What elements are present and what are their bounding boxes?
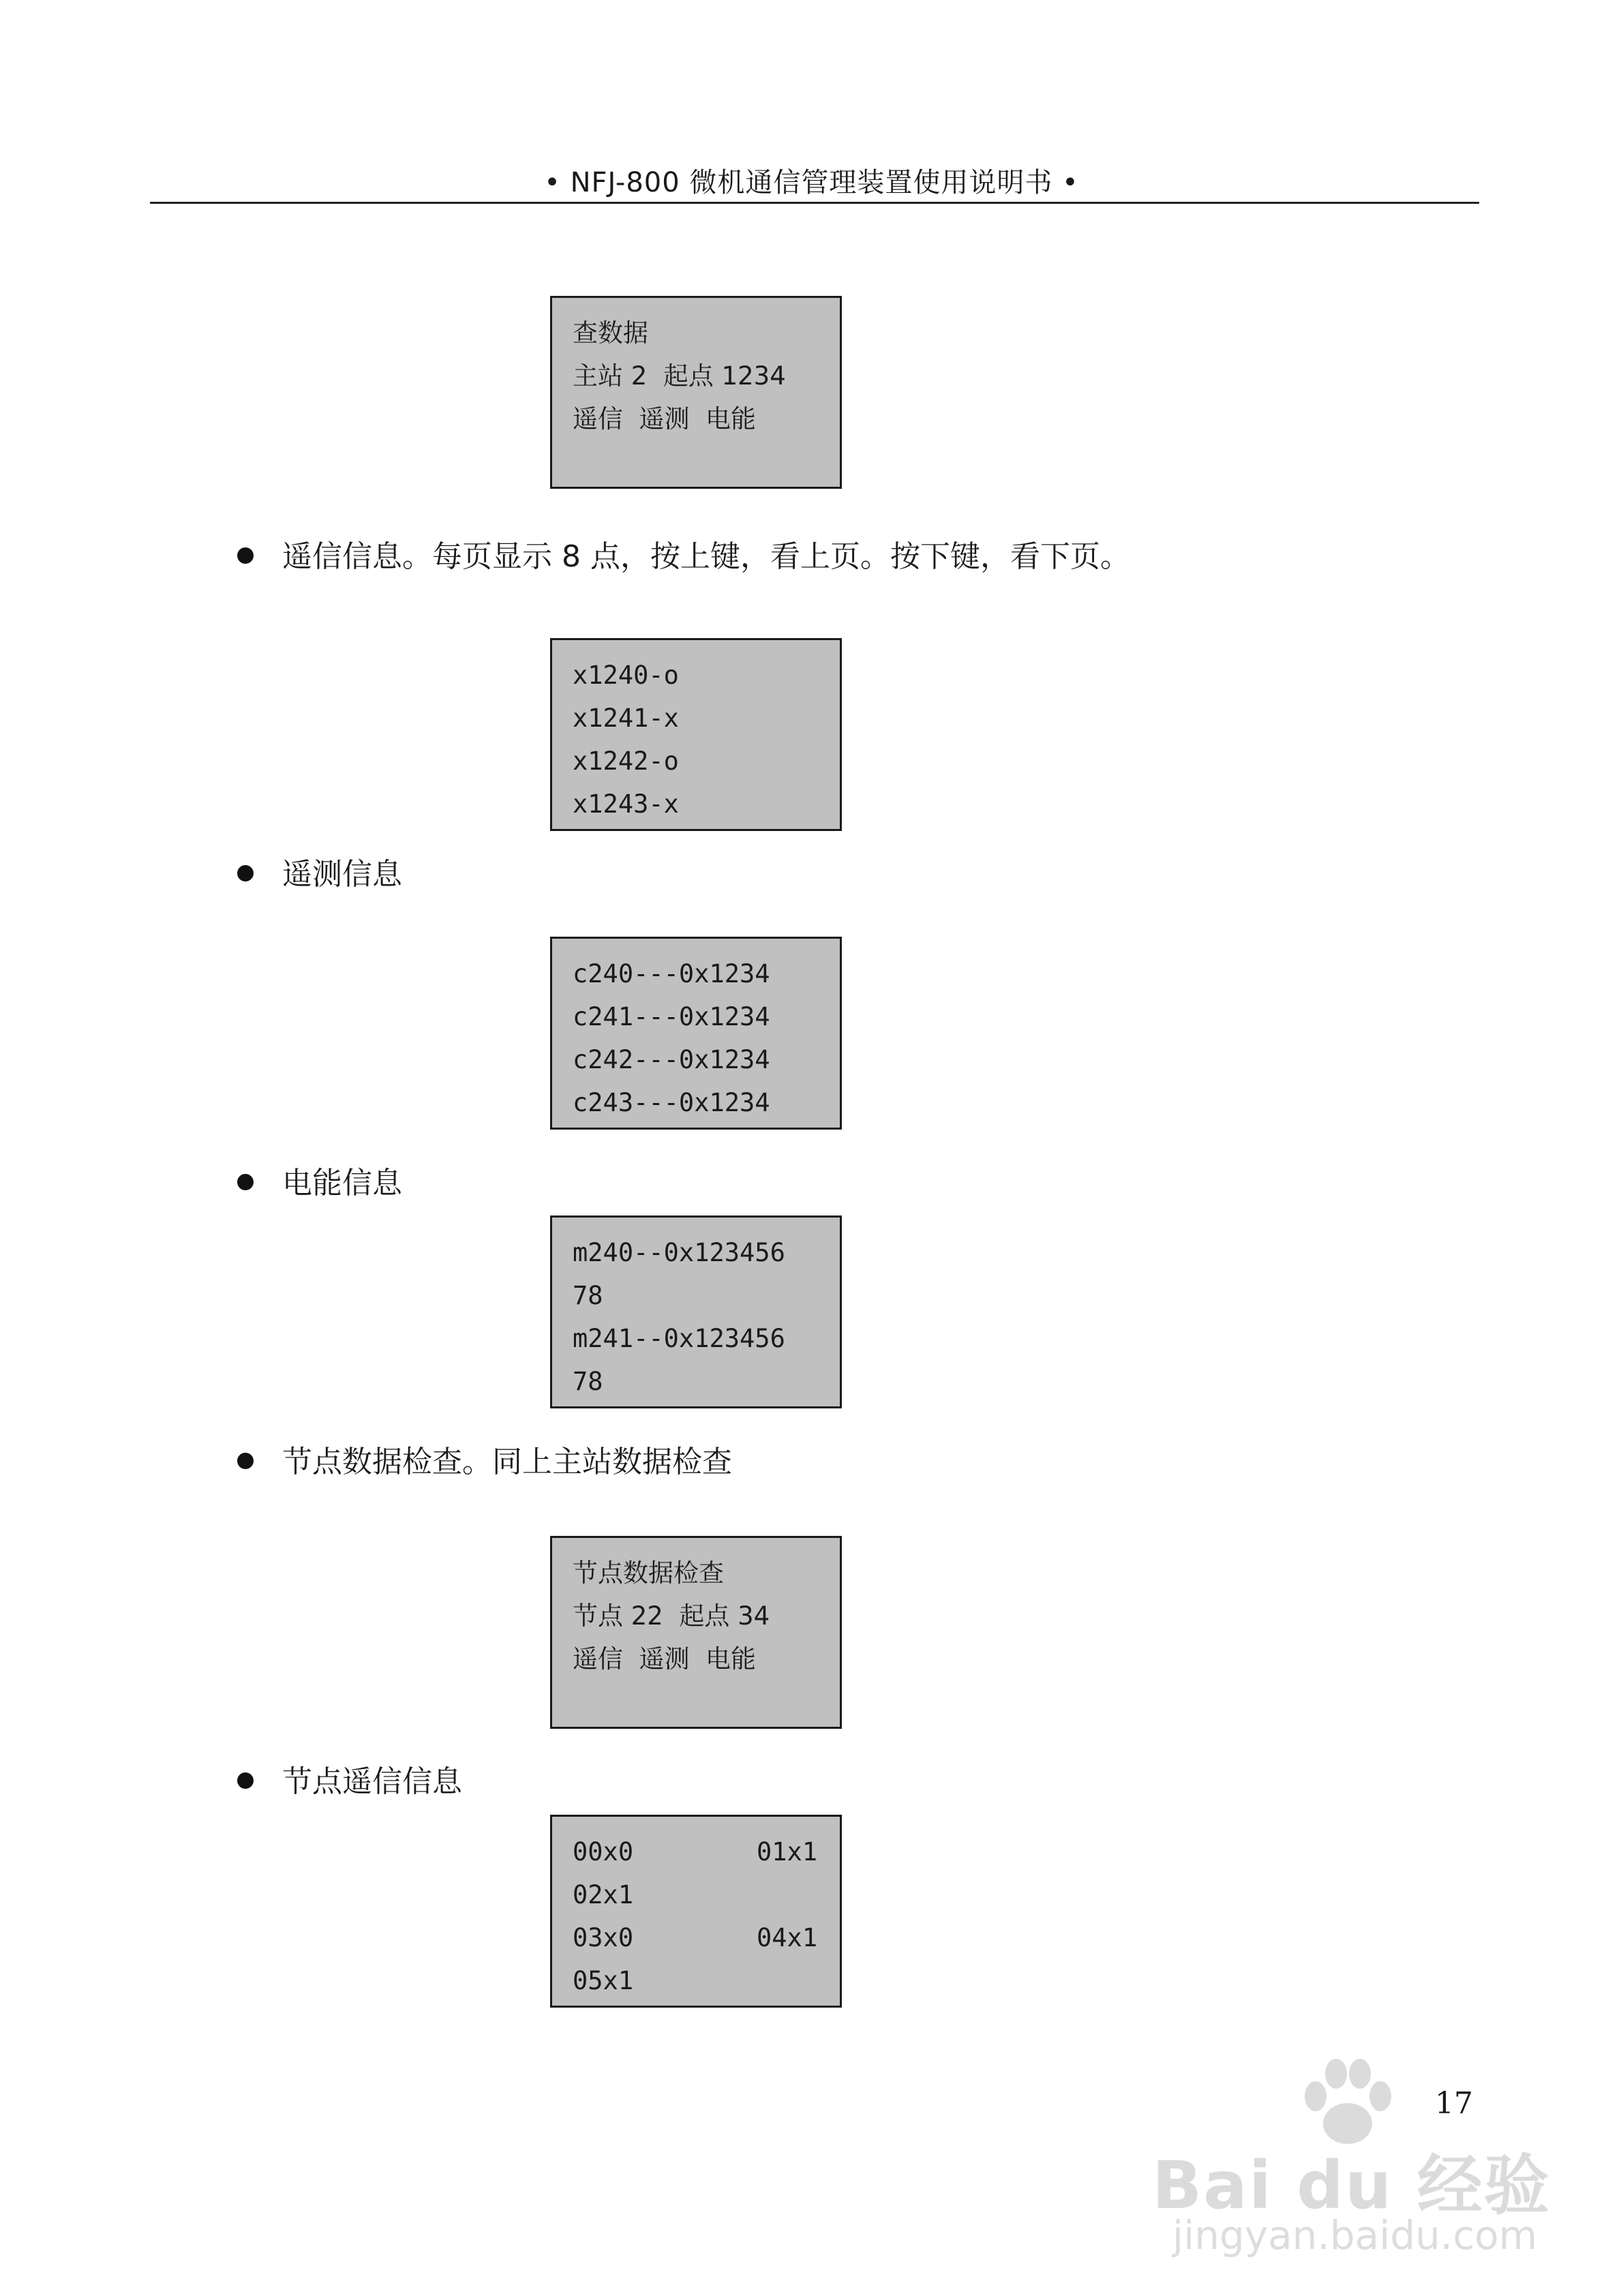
lcd-cell: 00x0	[573, 1837, 634, 1867]
bullet-dot-icon	[237, 547, 254, 564]
lcd-line: 78	[573, 1281, 603, 1310]
watermark	[1152, 2059, 1551, 2263]
lcd-screen-query	[550, 296, 842, 489]
lcd-line: m241--0x123456	[573, 1324, 785, 1353]
bullet-item-dn	[237, 1163, 402, 1204]
lcd-line: c241---0x1234	[573, 1002, 770, 1031]
lcd-line: c243---0x1234	[573, 1088, 770, 1117]
watermark-brand: Bai du 经验	[1152, 2147, 1551, 2224]
bullet-dot-icon	[237, 865, 254, 881]
bullet-text: 遥信信息。每页显示 8 点，按上键，看上页。按下键，看下页。	[282, 539, 1130, 574]
bullet-text: 节点数据检查。同上主站数据检查	[282, 1445, 732, 1479]
lcd-line: c242---0x1234	[573, 1045, 770, 1074]
lcd-row	[573, 1830, 840, 1873]
watermark-url: jingyan.baidu.com	[1172, 2212, 1538, 2259]
lcd-line: 主站 2 起点 1234	[573, 361, 786, 391]
lcd-line: c240---0x1234	[573, 959, 770, 988]
lcd-line: 遥信 遥测 电能	[573, 1644, 757, 1674]
bullet-text: 节点遥信信息	[282, 1764, 462, 1799]
lcd-screen-yc	[550, 937, 842, 1130]
bullet-text: 遥测信息	[282, 857, 402, 892]
bullet-dot-icon	[237, 1174, 254, 1190]
lcd-screen-yx	[550, 638, 842, 831]
lcd-screen-dn	[550, 1215, 842, 1408]
bullet-dot-icon	[237, 1772, 254, 1789]
bullet-item-node-check	[237, 1442, 732, 1483]
lcd-line: 节点 22 起点 34	[573, 1601, 770, 1631]
lcd-cell: 02x1	[573, 1880, 634, 1909]
lcd-cell: 03x0	[573, 1923, 634, 1952]
lcd-line: x1241-x	[573, 704, 679, 733]
lcd-line: x1240-o	[573, 661, 679, 690]
header-rule	[150, 202, 1479, 204]
lcd-cell: 01x1	[757, 1837, 818, 1867]
page-number: 17	[1435, 2086, 1473, 2121]
lcd-line: 查数据	[573, 318, 648, 348]
bullet-text: 电能信息	[282, 1166, 402, 1200]
lcd-row	[573, 1959, 840, 2002]
lcd-line: m240--0x123456	[573, 1238, 785, 1267]
bullet-item-yc	[237, 854, 402, 895]
lcd-row	[573, 1873, 840, 1916]
bullet-item-yx	[237, 537, 1130, 577]
lcd-line: 78	[573, 1367, 603, 1396]
lcd-screen-node-yx	[550, 1815, 842, 2008]
lcd-line: x1242-o	[573, 746, 679, 776]
bullet-item-node-yx	[237, 1762, 462, 1802]
lcd-screen-node-query	[550, 1536, 842, 1729]
lcd-line: 节点数据检查	[573, 1558, 724, 1588]
lcd-cell: 05x1	[573, 1966, 634, 1995]
lcd-row	[573, 1916, 840, 1959]
page-header: • NFJ-800 微机通信管理装置使用说明书 •	[544, 167, 1079, 198]
lcd-line: 遥信 遥测 电能	[573, 404, 757, 434]
lcd-cell: 04x1	[757, 1923, 818, 1952]
bullet-dot-icon	[237, 1453, 254, 1469]
lcd-line: x1243-x	[573, 789, 679, 819]
